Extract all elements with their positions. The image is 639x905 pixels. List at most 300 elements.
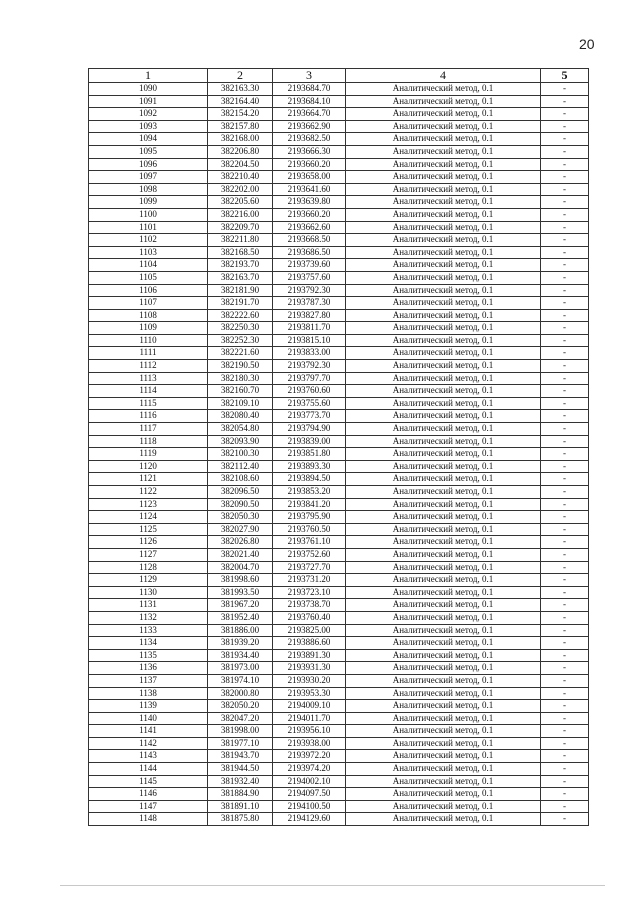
cell-x-coordinate: 381993.50	[208, 586, 273, 599]
cell-point-number: 1108	[89, 309, 208, 322]
cell-point-number: 1097	[89, 171, 208, 184]
cell-x-coordinate: 381977.10	[208, 737, 273, 750]
cell-note: -	[541, 536, 589, 549]
cell-note: -	[541, 145, 589, 158]
coordinates-table	[88, 68, 589, 826]
cell-x-coordinate: 382160.70	[208, 385, 273, 398]
table-row	[89, 763, 589, 776]
cell-note: -	[541, 309, 589, 322]
cell-method: Аналитический метод, 0.1	[346, 548, 541, 561]
cell-y-coordinate: 2193761.10	[273, 536, 346, 549]
table-header	[89, 69, 589, 83]
cell-method: Аналитический метод, 0.1	[346, 561, 541, 574]
cell-method: Аналитический метод, 0.1	[346, 788, 541, 801]
cell-point-number: 1130	[89, 586, 208, 599]
cell-x-coordinate: 382250.30	[208, 322, 273, 335]
cell-y-coordinate: 2194097.50	[273, 788, 346, 801]
cell-note: -	[541, 322, 589, 335]
cell-x-coordinate: 381939.20	[208, 637, 273, 650]
cell-y-coordinate: 2193792.30	[273, 360, 346, 373]
table-row	[89, 120, 589, 133]
table-row	[89, 561, 589, 574]
cell-note: -	[541, 687, 589, 700]
table-row	[89, 674, 589, 687]
cell-x-coordinate: 382154.20	[208, 108, 273, 121]
cell-note: -	[541, 385, 589, 398]
table-row	[89, 208, 589, 221]
cell-note: -	[541, 473, 589, 486]
cell-point-number: 1146	[89, 788, 208, 801]
cell-point-number: 1136	[89, 662, 208, 675]
cell-method: Аналитический метод, 0.1	[346, 473, 541, 486]
cell-x-coordinate: 382163.70	[208, 271, 273, 284]
cell-note: -	[541, 674, 589, 687]
cell-method: Аналитический метод, 0.1	[346, 347, 541, 360]
table-row	[89, 108, 589, 121]
cell-y-coordinate: 2193893.30	[273, 460, 346, 473]
cell-y-coordinate: 2194002.10	[273, 775, 346, 788]
cell-point-number: 1101	[89, 221, 208, 234]
cell-method: Аналитический метод, 0.1	[346, 725, 541, 738]
cell-y-coordinate: 2193755.60	[273, 397, 346, 410]
cell-method: Аналитический метод, 0.1	[346, 624, 541, 637]
cell-method: Аналитический метод, 0.1	[346, 271, 541, 284]
cell-method: Аналитический метод, 0.1	[346, 637, 541, 650]
cell-note: -	[541, 284, 589, 297]
cell-method: Аналитический метод, 0.1	[346, 486, 541, 499]
table-row	[89, 397, 589, 410]
table-row	[89, 687, 589, 700]
table-row	[89, 649, 589, 662]
table-row	[89, 611, 589, 624]
header-col-5: 5	[541, 69, 589, 83]
cell-point-number: 1115	[89, 397, 208, 410]
cell-note: -	[541, 410, 589, 423]
cell-method: Аналитический метод, 0.1	[346, 700, 541, 713]
cell-x-coordinate: 381875.80	[208, 813, 273, 826]
cell-point-number: 1125	[89, 523, 208, 536]
cell-point-number: 1122	[89, 486, 208, 499]
cell-note: -	[541, 574, 589, 587]
table-row	[89, 133, 589, 146]
cell-x-coordinate: 382222.60	[208, 309, 273, 322]
cell-y-coordinate: 2193853.20	[273, 486, 346, 499]
cell-x-coordinate: 381973.00	[208, 662, 273, 675]
cell-point-number: 1141	[89, 725, 208, 738]
cell-x-coordinate: 382206.80	[208, 145, 273, 158]
cell-y-coordinate: 2193795.90	[273, 511, 346, 524]
header-col-2: 2	[208, 69, 273, 83]
cell-method: Аналитический метод, 0.1	[346, 775, 541, 788]
cell-x-coordinate: 382164.40	[208, 95, 273, 108]
table-row	[89, 309, 589, 322]
table-row	[89, 486, 589, 499]
table-row	[89, 548, 589, 561]
cell-point-number: 1113	[89, 372, 208, 385]
cell-note: -	[541, 624, 589, 637]
cell-point-number: 1126	[89, 536, 208, 549]
header-col-3: 3	[273, 69, 346, 83]
cell-x-coordinate: 382054.80	[208, 423, 273, 436]
cell-note: -	[541, 246, 589, 259]
cell-note: -	[541, 435, 589, 448]
table-row	[89, 83, 589, 96]
cell-method: Аналитический метод, 0.1	[346, 813, 541, 826]
cell-y-coordinate: 2193931.30	[273, 662, 346, 675]
cell-y-coordinate: 2193760.60	[273, 385, 346, 398]
cell-x-coordinate: 382027.90	[208, 523, 273, 536]
cell-x-coordinate: 382112.40	[208, 460, 273, 473]
cell-y-coordinate: 2193797.70	[273, 372, 346, 385]
cell-note: -	[541, 397, 589, 410]
table-row	[89, 800, 589, 813]
table-row	[89, 284, 589, 297]
cell-x-coordinate: 382168.50	[208, 246, 273, 259]
cell-x-coordinate: 382211.80	[208, 234, 273, 247]
cell-point-number: 1131	[89, 599, 208, 612]
cell-method: Аналитический метод, 0.1	[346, 662, 541, 675]
table-row	[89, 372, 589, 385]
cell-point-number: 1092	[89, 108, 208, 121]
cell-point-number: 1116	[89, 410, 208, 423]
cell-y-coordinate: 2193974.20	[273, 763, 346, 776]
cell-y-coordinate: 2193641.60	[273, 183, 346, 196]
cell-y-coordinate: 2193938.00	[273, 737, 346, 750]
cell-point-number: 1095	[89, 145, 208, 158]
cell-y-coordinate: 2193833.00	[273, 347, 346, 360]
cell-x-coordinate: 381998.00	[208, 725, 273, 738]
cell-point-number: 1135	[89, 649, 208, 662]
cell-note: -	[541, 599, 589, 612]
table-row	[89, 536, 589, 549]
cell-y-coordinate: 2193839.00	[273, 435, 346, 448]
cell-note: -	[541, 712, 589, 725]
cell-y-coordinate: 2193658.00	[273, 171, 346, 184]
table-row	[89, 473, 589, 486]
cell-point-number: 1114	[89, 385, 208, 398]
cell-note: -	[541, 183, 589, 196]
page-bottom-rule	[60, 885, 605, 886]
cell-point-number: 1096	[89, 158, 208, 171]
cell-note: -	[541, 548, 589, 561]
cell-point-number: 1106	[89, 284, 208, 297]
cell-x-coordinate: 381943.70	[208, 750, 273, 763]
cell-point-number: 1147	[89, 800, 208, 813]
cell-point-number: 1137	[89, 674, 208, 687]
table-row	[89, 750, 589, 763]
cell-x-coordinate: 382180.30	[208, 372, 273, 385]
cell-note: -	[541, 448, 589, 461]
cell-point-number: 1111	[89, 347, 208, 360]
cell-y-coordinate: 2193757.60	[273, 271, 346, 284]
table-row	[89, 334, 589, 347]
table-row	[89, 360, 589, 373]
table-row	[89, 410, 589, 423]
cell-point-number: 1110	[89, 334, 208, 347]
cell-point-number: 1098	[89, 183, 208, 196]
cell-point-number: 1090	[89, 83, 208, 96]
cell-method: Аналитический метод, 0.1	[346, 397, 541, 410]
cell-point-number: 1099	[89, 196, 208, 209]
cell-y-coordinate: 2194011.70	[273, 712, 346, 725]
cell-x-coordinate: 382190.50	[208, 360, 273, 373]
cell-note: -	[541, 498, 589, 511]
cell-note: -	[541, 171, 589, 184]
cell-method: Аналитический метод, 0.1	[346, 259, 541, 272]
cell-y-coordinate: 2193794.90	[273, 423, 346, 436]
table-row	[89, 271, 589, 284]
cell-note: -	[541, 775, 589, 788]
cell-method: Аналитический метод, 0.1	[346, 737, 541, 750]
cell-note: -	[541, 372, 589, 385]
table-row	[89, 813, 589, 826]
cell-x-coordinate: 382100.30	[208, 448, 273, 461]
cell-point-number: 1117	[89, 423, 208, 436]
cell-method: Аналитический метод, 0.1	[346, 158, 541, 171]
cell-method: Аналитический метод, 0.1	[346, 423, 541, 436]
cell-x-coordinate: 382252.30	[208, 334, 273, 347]
cell-method: Аналитический метод, 0.1	[346, 410, 541, 423]
cell-y-coordinate: 2193662.60	[273, 221, 346, 234]
cell-method: Аналитический метод, 0.1	[346, 385, 541, 398]
cell-method: Аналитический метод, 0.1	[346, 120, 541, 133]
cell-y-coordinate: 2193841.20	[273, 498, 346, 511]
cell-method: Аналитический метод, 0.1	[346, 498, 541, 511]
cell-note: -	[541, 725, 589, 738]
cell-y-coordinate: 2193660.20	[273, 208, 346, 221]
cell-method: Аналитический метод, 0.1	[346, 460, 541, 473]
table-row	[89, 498, 589, 511]
cell-note: -	[541, 700, 589, 713]
cell-method: Аналитический метод, 0.1	[346, 208, 541, 221]
cell-note: -	[541, 108, 589, 121]
table-row	[89, 95, 589, 108]
cell-x-coordinate: 381944.50	[208, 763, 273, 776]
cell-note: -	[541, 259, 589, 272]
table-row	[89, 700, 589, 713]
cell-method: Аналитический метод, 0.1	[346, 221, 541, 234]
cell-x-coordinate: 381974.10	[208, 674, 273, 687]
cell-x-coordinate: 382108.60	[208, 473, 273, 486]
cell-method: Аналитический метод, 0.1	[346, 372, 541, 385]
cell-x-coordinate: 381886.00	[208, 624, 273, 637]
cell-y-coordinate: 2194100.50	[273, 800, 346, 813]
cell-y-coordinate: 2193684.70	[273, 83, 346, 96]
header-col-1: 1	[89, 69, 208, 83]
cell-y-coordinate: 2193731.20	[273, 574, 346, 587]
cell-note: -	[541, 813, 589, 826]
cell-method: Аналитический метод, 0.1	[346, 586, 541, 599]
cell-point-number: 1112	[89, 360, 208, 373]
cell-y-coordinate: 2193664.70	[273, 108, 346, 121]
cell-y-coordinate: 2193662.90	[273, 120, 346, 133]
cell-point-number: 1139	[89, 700, 208, 713]
table-row	[89, 435, 589, 448]
cell-x-coordinate: 382080.40	[208, 410, 273, 423]
cell-y-coordinate: 2193956.10	[273, 725, 346, 738]
cell-x-coordinate: 382163.30	[208, 83, 273, 96]
cell-method: Аналитический метод, 0.1	[346, 611, 541, 624]
cell-x-coordinate: 382204.50	[208, 158, 273, 171]
cell-y-coordinate: 2193752.60	[273, 548, 346, 561]
cell-point-number: 1102	[89, 234, 208, 247]
cell-method: Аналитический метод, 0.1	[346, 234, 541, 247]
cell-note: -	[541, 95, 589, 108]
cell-note: -	[541, 234, 589, 247]
cell-method: Аналитический метод, 0.1	[346, 574, 541, 587]
cell-y-coordinate: 2193666.30	[273, 145, 346, 158]
cell-method: Аналитический метод, 0.1	[346, 334, 541, 347]
table-row	[89, 145, 589, 158]
cell-note: -	[541, 737, 589, 750]
cell-x-coordinate: 382210.40	[208, 171, 273, 184]
table-row	[89, 297, 589, 310]
cell-x-coordinate: 382026.80	[208, 536, 273, 549]
cell-method: Аналитический метод, 0.1	[346, 360, 541, 373]
cell-x-coordinate: 381952.40	[208, 611, 273, 624]
cell-method: Аналитический метод, 0.1	[346, 649, 541, 662]
cell-y-coordinate: 2193682.50	[273, 133, 346, 146]
cell-note: -	[541, 221, 589, 234]
cell-x-coordinate: 381891.10	[208, 800, 273, 813]
cell-method: Аналитический метод, 0.1	[346, 309, 541, 322]
cell-method: Аналитический метод, 0.1	[346, 750, 541, 763]
cell-method: Аналитический метод, 0.1	[346, 448, 541, 461]
cell-method: Аналитический метод, 0.1	[346, 599, 541, 612]
table-row	[89, 246, 589, 259]
cell-note: -	[541, 511, 589, 524]
cell-point-number: 1133	[89, 624, 208, 637]
cell-note: -	[541, 297, 589, 310]
cell-note: -	[541, 271, 589, 284]
cell-point-number: 1093	[89, 120, 208, 133]
table-row	[89, 158, 589, 171]
table-row	[89, 423, 589, 436]
cell-point-number: 1094	[89, 133, 208, 146]
cell-method: Аналитический метод, 0.1	[346, 536, 541, 549]
cell-note: -	[541, 334, 589, 347]
cell-y-coordinate: 2193894.50	[273, 473, 346, 486]
table-row	[89, 788, 589, 801]
cell-note: -	[541, 460, 589, 473]
table-row	[89, 637, 589, 650]
table-row	[89, 574, 589, 587]
table-row	[89, 234, 589, 247]
table-row	[89, 322, 589, 335]
table-row	[89, 586, 589, 599]
cell-point-number: 1134	[89, 637, 208, 650]
cell-point-number: 1120	[89, 460, 208, 473]
cell-point-number: 1123	[89, 498, 208, 511]
cell-x-coordinate: 382193.70	[208, 259, 273, 272]
table-body	[89, 83, 589, 826]
cell-y-coordinate: 2193792.30	[273, 284, 346, 297]
table-row	[89, 259, 589, 272]
cell-note: -	[541, 788, 589, 801]
table-row	[89, 523, 589, 536]
cell-method: Аналитический метод, 0.1	[346, 297, 541, 310]
cell-y-coordinate: 2193738.70	[273, 599, 346, 612]
table-row	[89, 712, 589, 725]
cell-y-coordinate: 2193787.30	[273, 297, 346, 310]
cell-y-coordinate: 2193773.70	[273, 410, 346, 423]
cell-point-number: 1104	[89, 259, 208, 272]
table-row	[89, 725, 589, 738]
cell-y-coordinate: 2193827.80	[273, 309, 346, 322]
header-col-4: 4	[346, 69, 541, 83]
cell-point-number: 1128	[89, 561, 208, 574]
cell-x-coordinate: 381934.40	[208, 649, 273, 662]
cell-method: Аналитический метод, 0.1	[346, 523, 541, 536]
cell-note: -	[541, 196, 589, 209]
cell-method: Аналитический метод, 0.1	[346, 246, 541, 259]
cell-method: Аналитический метод, 0.1	[346, 108, 541, 121]
cell-note: -	[541, 486, 589, 499]
cell-method: Аналитический метод, 0.1	[346, 322, 541, 335]
cell-method: Аналитический метод, 0.1	[346, 171, 541, 184]
cell-note: -	[541, 158, 589, 171]
cell-x-coordinate: 382109.10	[208, 397, 273, 410]
cell-y-coordinate: 2193727.70	[273, 561, 346, 574]
cell-x-coordinate: 381884.90	[208, 788, 273, 801]
cell-note: -	[541, 750, 589, 763]
cell-point-number: 1109	[89, 322, 208, 335]
cell-note: -	[541, 523, 589, 536]
cell-method: Аналитический метод, 0.1	[346, 284, 541, 297]
cell-x-coordinate: 382221.60	[208, 347, 273, 360]
cell-point-number: 1145	[89, 775, 208, 788]
cell-y-coordinate: 2193760.50	[273, 523, 346, 536]
cell-point-number: 1091	[89, 95, 208, 108]
cell-x-coordinate: 382168.00	[208, 133, 273, 146]
cell-x-coordinate: 382181.90	[208, 284, 273, 297]
cell-point-number: 1119	[89, 448, 208, 461]
cell-note: -	[541, 423, 589, 436]
cell-y-coordinate: 2193811.70	[273, 322, 346, 335]
cell-note: -	[541, 83, 589, 96]
cell-x-coordinate: 381932.40	[208, 775, 273, 788]
cell-point-number: 1142	[89, 737, 208, 750]
cell-point-number: 1148	[89, 813, 208, 826]
cell-method: Аналитический метод, 0.1	[346, 511, 541, 524]
table-row	[89, 737, 589, 750]
table-row	[89, 599, 589, 612]
cell-point-number: 1124	[89, 511, 208, 524]
cell-point-number: 1143	[89, 750, 208, 763]
table-row	[89, 448, 589, 461]
cell-x-coordinate: 382004.70	[208, 561, 273, 574]
cell-note: -	[541, 649, 589, 662]
table-row	[89, 624, 589, 637]
cell-x-coordinate: 382157.80	[208, 120, 273, 133]
cell-y-coordinate: 2193815.10	[273, 334, 346, 347]
cell-y-coordinate: 2193891.30	[273, 649, 346, 662]
cell-note: -	[541, 360, 589, 373]
cell-y-coordinate: 2193639.80	[273, 196, 346, 209]
cell-y-coordinate: 2193825.00	[273, 624, 346, 637]
cell-y-coordinate: 2193760.40	[273, 611, 346, 624]
cell-y-coordinate: 2193684.10	[273, 95, 346, 108]
cell-x-coordinate: 382090.50	[208, 498, 273, 511]
table-row	[89, 511, 589, 524]
cell-y-coordinate: 2193686.50	[273, 246, 346, 259]
cell-method: Аналитический метод, 0.1	[346, 712, 541, 725]
cell-point-number: 1107	[89, 297, 208, 310]
cell-x-coordinate: 382209.70	[208, 221, 273, 234]
cell-method: Аналитический метод, 0.1	[346, 687, 541, 700]
cell-y-coordinate: 2194129.60	[273, 813, 346, 826]
cell-y-coordinate: 2193668.50	[273, 234, 346, 247]
